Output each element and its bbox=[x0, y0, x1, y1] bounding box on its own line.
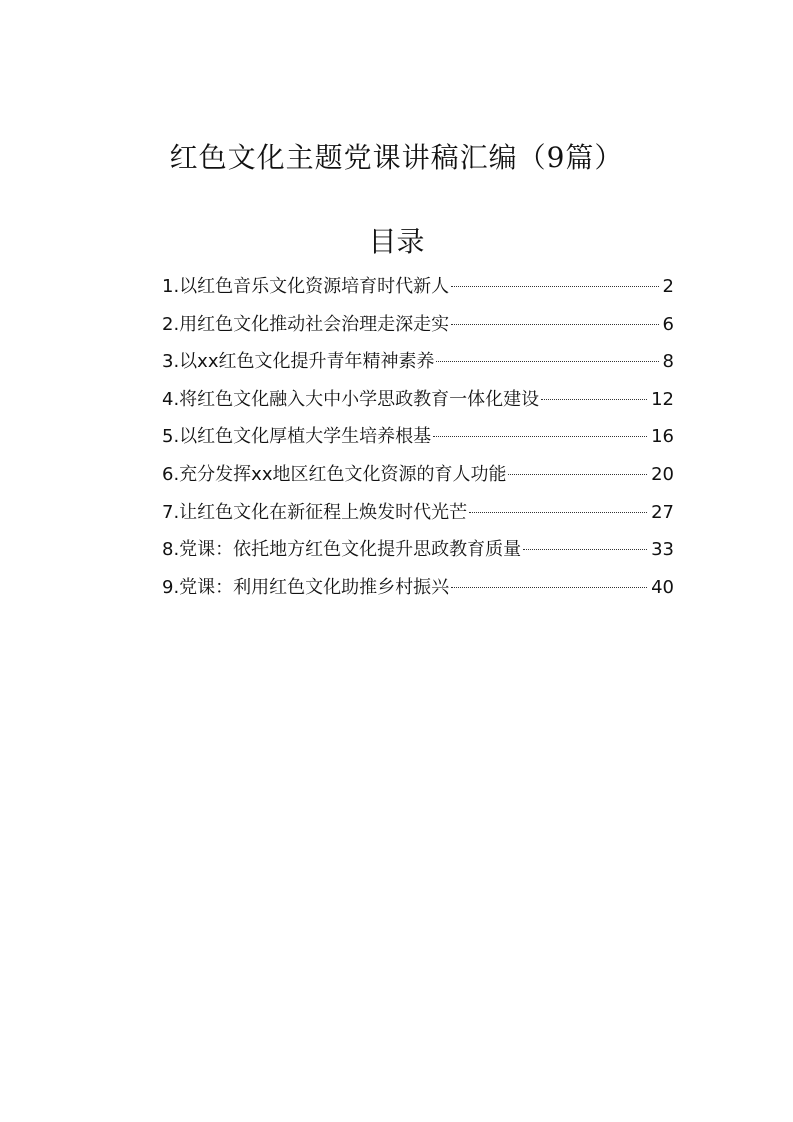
toc-page-number: 8 bbox=[662, 351, 674, 373]
toc-dot-leader bbox=[508, 474, 647, 475]
toc-heading: 目录 bbox=[368, 225, 425, 258]
document-title: 红色文化主题党课讲稿汇编（9篇） bbox=[169, 141, 624, 174]
toc-entry-title: 4.将红色文化融入大中小学思政教育一体化建设 bbox=[162, 388, 540, 410]
toc-page-number: 2 bbox=[662, 276, 674, 297]
toc-entry[interactable] bbox=[162, 494, 674, 532]
toc-page-number: 27 bbox=[651, 501, 674, 523]
toc-entry-title: 6.充分发挥xx地区红色文化资源的育人功能 bbox=[162, 463, 507, 485]
toc-page-number: 12 bbox=[651, 388, 674, 410]
toc-entry[interactable] bbox=[162, 268, 674, 306]
toc-entry-title: 9.党课：利用红色文化助推乡村振兴 bbox=[162, 576, 450, 598]
toc-entry-title: 1.以红色音乐文化资源培育时代新人 bbox=[162, 276, 450, 297]
toc-entry[interactable] bbox=[162, 343, 674, 381]
toc-entry-title: 7.让红色文化在新征程上焕发时代光芒 bbox=[162, 501, 468, 523]
toc-entry[interactable] bbox=[162, 569, 674, 607]
toc-dot-leader bbox=[436, 361, 658, 362]
toc-page-number: 20 bbox=[651, 463, 674, 485]
toc-dot-leader bbox=[451, 324, 658, 325]
toc-entry-title: 8.党课：依托地方红色文化提升思政教育质量 bbox=[162, 539, 522, 561]
toc-dot-leader bbox=[541, 399, 647, 400]
toc-dot-leader bbox=[451, 286, 658, 287]
toc-page-number: 33 bbox=[651, 539, 674, 561]
toc-dot-leader bbox=[451, 587, 647, 588]
toc-entry[interactable] bbox=[162, 306, 674, 344]
toc-page-number: 16 bbox=[651, 426, 674, 448]
toc-entry[interactable] bbox=[162, 531, 674, 569]
toc-entry-title: 2.用红色文化推动社会治理走深走实 bbox=[162, 313, 450, 335]
toc-dot-leader bbox=[523, 549, 647, 550]
toc-dot-leader bbox=[469, 512, 647, 513]
toc-page-number: 6 bbox=[662, 313, 674, 335]
toc-entry[interactable] bbox=[162, 381, 674, 419]
toc-entry[interactable] bbox=[162, 456, 674, 494]
table-of-contents bbox=[162, 268, 674, 606]
toc-entry[interactable] bbox=[162, 418, 674, 456]
toc-entry-title: 3.以xx红色文化提升青年精神素养 bbox=[162, 351, 435, 373]
toc-entry-title: 5.以红色文化厚植大学生培养根基 bbox=[162, 426, 432, 448]
toc-page-number: 40 bbox=[651, 576, 674, 598]
toc-dot-leader bbox=[433, 436, 647, 437]
